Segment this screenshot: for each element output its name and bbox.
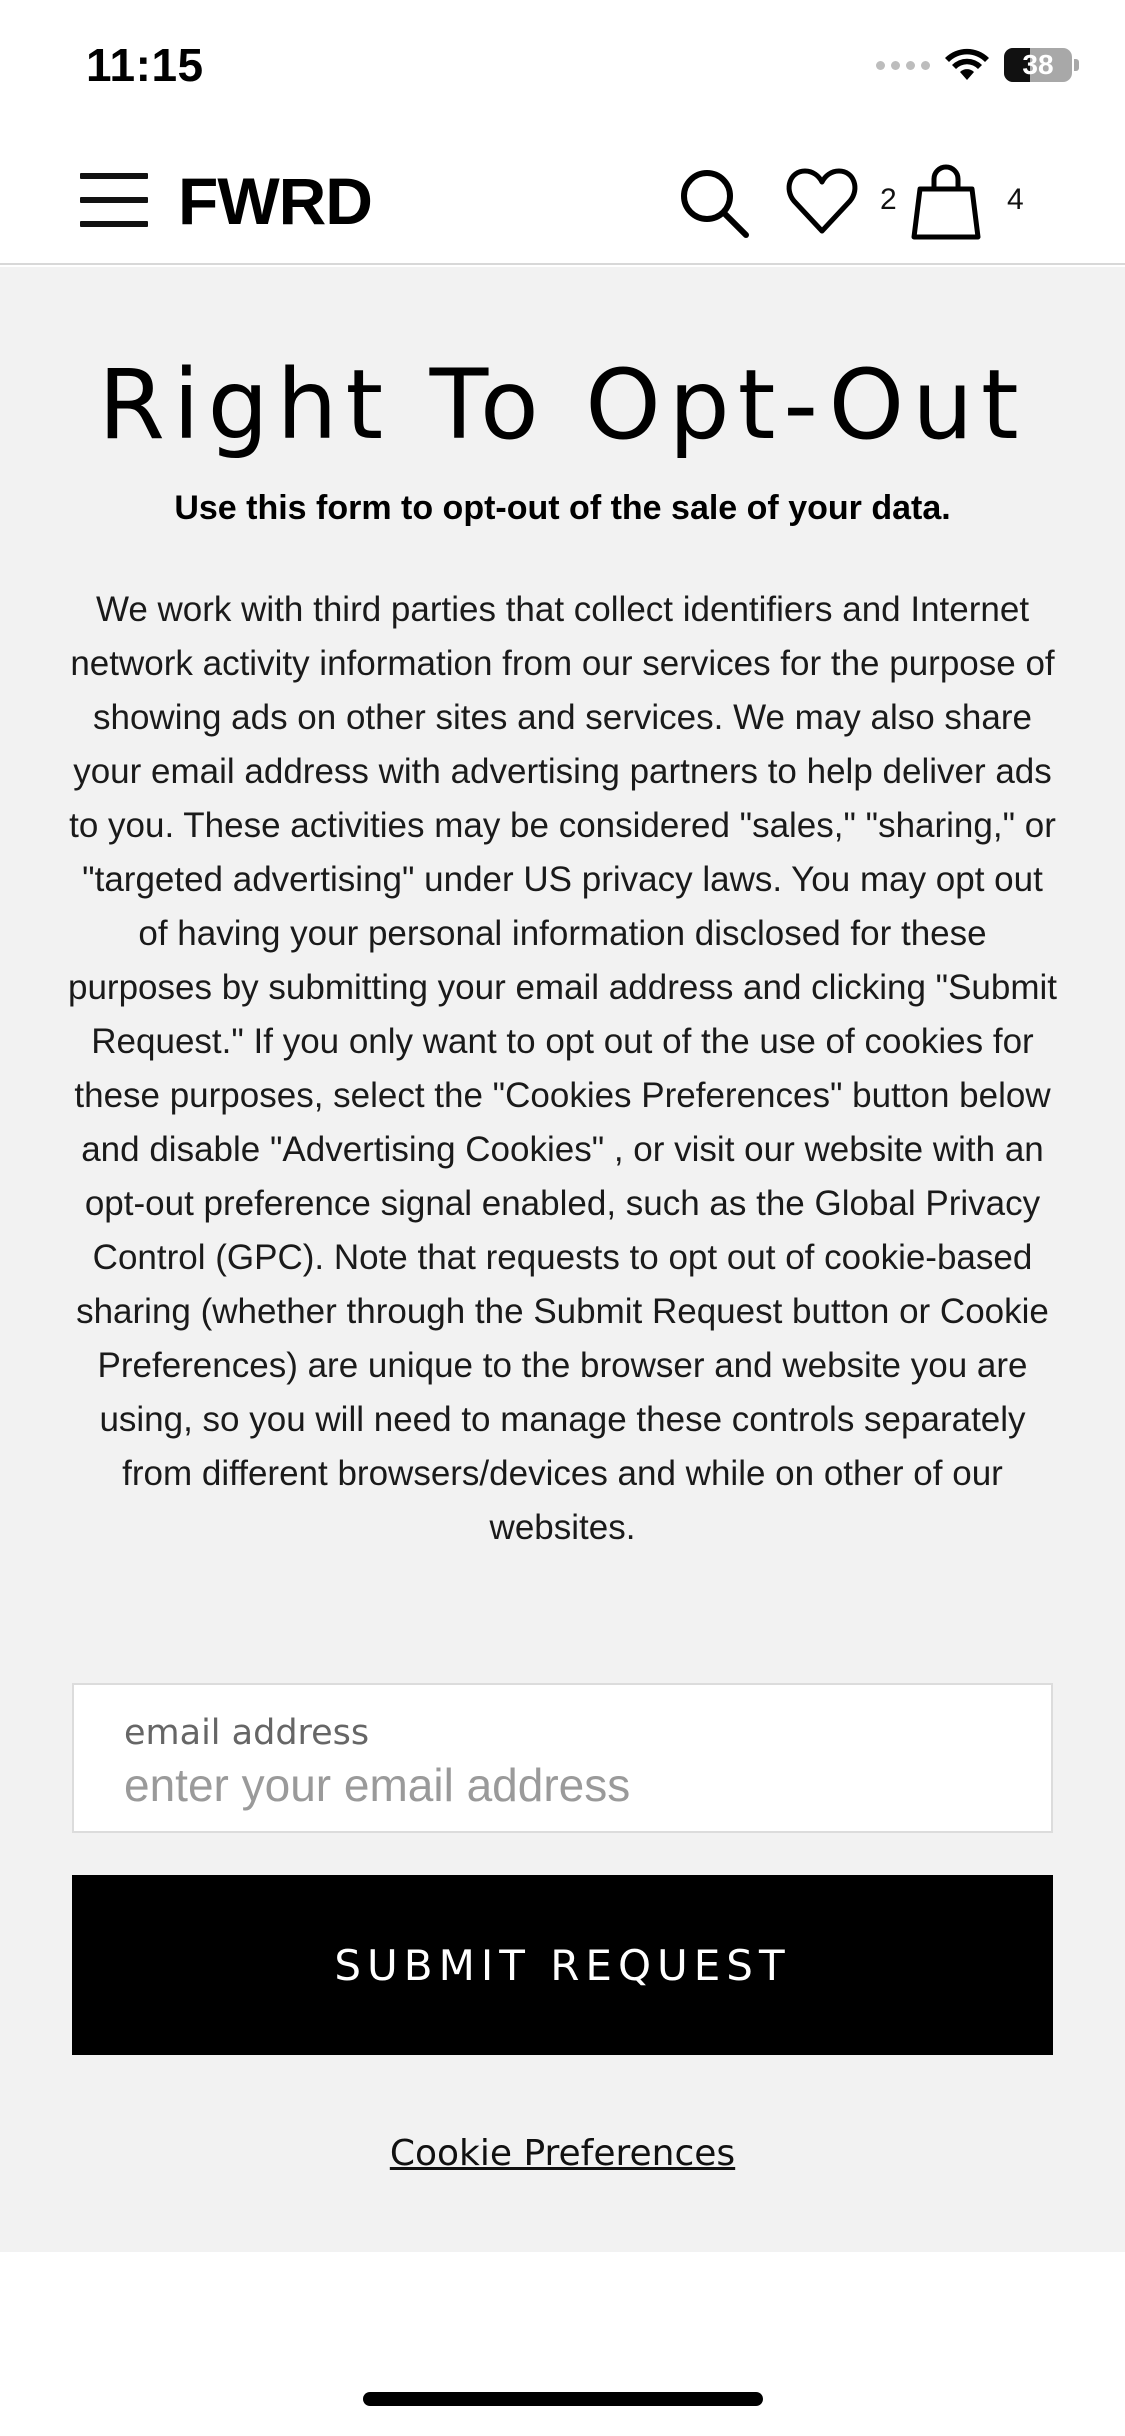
menu-icon[interactable] [80, 173, 148, 227]
cookie-preferences-link[interactable]: Cookie Preferences [389, 2133, 736, 2174]
opt-out-description: We work with third parties that collect identifiers and Internet network activity information from our services for the purpose of showing ads on other sites and services. We may also share your email address with advertising partners to help deliver ads to you. These activities may be considered "sales," "sharing," or "targeted advertising" under US privacy laws. You may opt out of having your personal information disclosed for these purposes by submitting your email address and clicking "Submit Request." If you only want to opt out of the use of cookies for these purposes, select the "Cookies Preferences" button below and disable "Advertising Cookies" , or visit our website with an opt-out preference signal enabled, such as the Global Privacy Control (GPC). Note that requests to opt out of cookie-based sharing (whether through the Submit Request button or Cookie Preferences) are unique to the browser and website you are using, so you will need to manage these controls separately from different browsers/devices and while on other of our websites. [68, 590, 1058, 1547]
wifi-icon [944, 48, 990, 82]
wishlist-count: 2 [880, 183, 897, 216]
page-title: Right To Opt-Out [98, 349, 1027, 461]
status-bar [0, 0, 1125, 135]
page-subtitle: Use this form to opt-out of the sale of your data. [174, 489, 951, 527]
opt-out-page [0, 267, 1125, 2252]
site-header [0, 135, 1125, 265]
shopping-bag-icon[interactable] [908, 161, 984, 241]
search-icon[interactable] [676, 165, 752, 241]
bag-count: 4 [1007, 183, 1024, 216]
battery-icon [1004, 48, 1079, 82]
fwrd-logo[interactable]: FWRD [178, 164, 372, 238]
cellular-signal-icon [876, 61, 930, 70]
home-indicator[interactable] [363, 2392, 763, 2406]
battery-percentage: 38 [1022, 49, 1054, 80]
heart-icon[interactable] [784, 163, 860, 239]
email-field-container[interactable] [72, 1683, 1053, 1833]
email-field-label: email address [124, 1713, 370, 1753]
status-time: 11:15 [86, 39, 204, 91]
status-indicators [876, 48, 1079, 82]
email-input[interactable] [124, 1757, 1004, 1813]
submit-request-button[interactable]: SUBMIT REQUEST [72, 1875, 1053, 2055]
